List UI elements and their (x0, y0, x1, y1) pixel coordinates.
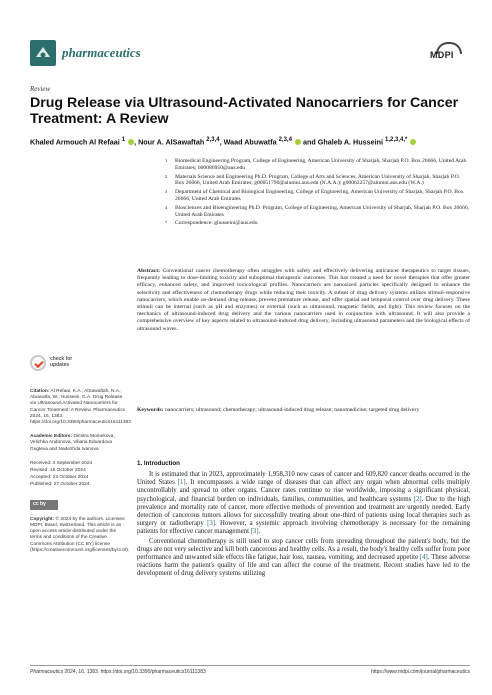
page-footer (30, 665, 470, 675)
citation-block (30, 389, 131, 426)
copyright-block (30, 516, 130, 554)
reference-link[interactable]: [3] (207, 520, 216, 528)
dates-block (30, 461, 126, 489)
keywords-label: Keywords: (137, 407, 164, 413)
affiliation-number: 1 (165, 158, 168, 163)
mdpi-logo[interactable] (430, 42, 470, 64)
correspondence-text[interactable]: Correspondence: ghusseini@aus.edu (175, 220, 258, 227)
publisher-name: MDPI (430, 50, 454, 60)
footer-journal: Pharmaceutics (30, 669, 64, 675)
check-for-updates-button[interactable] (30, 355, 126, 371)
keywords-text: nanocarriers; ultrasound; chemotherapy; ultrasound-induced drug release; nanomedicine; targeted drug delivery (164, 407, 420, 413)
editors-label: Academic Editors: (30, 434, 73, 440)
correspondence (165, 220, 470, 227)
text-run: . (258, 528, 261, 536)
affiliation-text: Biomedical Engineering Program, College of Engineering, American University of Sharjah, Sharjah P.O. Box 26666, United Arab Emirates; b00086950@aus.edu (175, 158, 467, 171)
text-run: . It encompasses a wide range of diseases that can affect any organ when abnormal cells multiply uncontrollably and spread to other organs. Cancer rates continue to rise worldwide, imposing a significant physical, psychological, and financial burden on individuals, families, communities, and healthcare systems (137, 479, 470, 503)
orcid-icon[interactable] (410, 139, 416, 145)
article-title: Drug Release via Ultrasound-Activated Nanocarriers for Cancer Treatment: A Review (30, 95, 459, 127)
page-header (30, 40, 470, 74)
reference-link[interactable]: [2] (413, 495, 422, 503)
affiliation-item (165, 205, 470, 219)
author-name[interactable]: Khaled Armouch Al Refaai (30, 137, 120, 147)
reference-link[interactable]: [4] (419, 554, 428, 562)
paragraph (137, 471, 470, 537)
author-name[interactable]: Nour A. AlSawaftah (138, 137, 205, 147)
sidebar-meta (30, 355, 131, 562)
check-updates-icon (30, 355, 46, 371)
check-updates-label (50, 357, 72, 368)
author-affil-sup: 1 (121, 137, 126, 143)
affiliation-item (165, 158, 470, 172)
correspondence-mark: * (165, 220, 168, 226)
abstract (137, 268, 470, 333)
author-affil-sup: 1,2,3,4,* (384, 137, 408, 143)
text-run: Conventional chemotherapy is still used to stop cancer cells from spreading throughout the patient's body, but the drugs are not very selective and kill both cancerous and healthy cells. As a result, the body's healthy cells suffer from poor performance and unwanted side effects like fatigue, hair loss, nausea, vomiting, and decreased appetite (137, 537, 470, 562)
affiliation-text: Department of Chemical and Biological Engineering, College of Engineering, American University of Sharjah, Sharjah P.O. Box 26666, United Arab Emirates (175, 189, 464, 202)
article-type: Review (30, 85, 51, 93)
check-updates-line2: updates (50, 362, 70, 368)
paragraph (137, 538, 470, 579)
footer-url[interactable]: https://www.mdpi.com/journal/pharmaceutics (371, 669, 470, 675)
affiliation-list (165, 158, 470, 229)
editors-text: Dimitra Momekova, Velichka Andonova, Viliana Eduardova Gugleva and Nadezhda Ivanova (30, 434, 115, 452)
author-separator: , (134, 137, 139, 147)
accepted-date: Accepted: 23 October 2024 (30, 475, 89, 481)
citation-text[interactable]: Al Refaai, K.A.; AlSawaftah, N.A.; Abuwatfa, W.; Husseini, G.A. Drug Release via Ultrasound-Activated Nanocarriers for Cancer Treatment: A Review. Pharmaceutics 2024, 16, 1383. https://doi.org/10.3390/pharmaceutics16111383 (30, 389, 131, 426)
footer-doi[interactable]: 2024, 16, 1383. https://doi.org/10.3390/pharmaceutics16111383 (63, 669, 206, 675)
published-date: Published: 27 October 2024 (30, 482, 90, 488)
affiliation-item (165, 189, 470, 203)
footer-citation (30, 669, 206, 675)
journal-logo-icon (30, 40, 56, 66)
copyright-text: © 2024 by the authors. Licensee MDPI, Basel, Switzerland. This article is an open access article distributed under the terms and conditions of the Creative Commons Attribution (CC BY) license (https://creativecommons.org/licenses/by/4.0/). (30, 516, 130, 553)
affiliation-number: 2 (165, 173, 168, 179)
text-run: . Due to the high prevalence and mortality rate of cancer, more effective methods of prevention and treatment are urgently needed. Early detection of cancerous tumors allows for successfully treating about one-third of patients using local therapies such as surgery or radiotherapy (137, 495, 470, 528)
affiliation-text: Materials Science and Engineering Ph.D. Program, College of Arts and Sciences, American University of Sharjah, Sharjah P.O. Box 26666, United Arab Emirates; g00051790@alumni.aus.edu (N.A.A.); g00062257@alumni.aus.edu (W.A.) (175, 173, 461, 187)
keywords (137, 407, 470, 414)
journal-name[interactable]: pharmaceutics (62, 45, 141, 60)
abstract-text: Conventional cancer chemotherapy often struggles with safely and effectively delivering anticancer therapeutics to target tissues, frequently leading to dose-limiting toxicity and suboptimal therapeutic outcomes. This has created a need for novel therapies that offer greater efficacy, enhanced safety, and improved toxicological profiles. Nanocarriers are nanosized particles specifically designed to enhance the selectivity and effectiveness of chemotherapy drugs while reducing their toxicity. A subset of drug delivery systems utilizes stimuli-responsive nanocarriers, which enable on-demand drug release, prevent premature release, and offer spatial and temporal control over drug delivery. These stimuli can be internal (such as pH and enzymes) or external (such as ultrasound, magnetic fields, and light). This review focuses on the mechanics of ultrasound-induced drug delivery and the various nanocarriers used in conjunction with ultrasound. It will also provide a comprehensive overview of key aspects related to ultrasound-induced drug delivery, including ultrasound parameters and the biological effects of ultrasound waves. (137, 268, 471, 332)
author-separator: , (219, 137, 224, 147)
affiliation-number: 3 (165, 189, 168, 195)
introduction-section (137, 460, 470, 580)
cc-license-icon[interactable] (30, 500, 58, 510)
affiliation-number: 4 (165, 204, 168, 210)
editors-block (30, 434, 126, 453)
check-updates-line1: check for (50, 356, 73, 363)
text-run: . These adverse reactions harm the patient's quality of life and can affect the course of the treatment. Recent studies have led to the development of drug delivery systems utilizing (137, 554, 470, 578)
author-name[interactable]: Waad Abuwatfa (223, 137, 277, 147)
citation-label: Citation: (30, 389, 50, 394)
author-name[interactable]: Ghaleb A. Husseini (317, 137, 383, 147)
received-date: Received: 4 September 2024 (30, 460, 93, 466)
author-affil-sup: 2,3,4 (206, 137, 220, 143)
affiliation-item (165, 174, 470, 188)
text-run: . However, a systemic approach involving chemotherapy is necessary for the remaining patients for effective cancer management (137, 520, 470, 536)
reference-link[interactable]: [1] (177, 479, 186, 487)
cc-badge-text: cc by (33, 500, 46, 507)
author-list (30, 137, 470, 146)
affiliation-text: Biosciences and Bioengineering Ph.D. Program, College of Engineering, American University of Sharjah, Sharjah P.O. Box 26666, United Arab Emirates (175, 204, 470, 218)
section-heading: 1. Introduction (137, 460, 180, 467)
author-separator: and (300, 137, 318, 147)
reference-link[interactable]: [3] (250, 528, 259, 536)
revised-date: Revised: 15 October 2024 (30, 468, 86, 474)
text-run: It is estimated that in 2023, approximately 1,958,310 new cases of cancer and 609,820 cancer deaths occurred in the United States (137, 471, 470, 487)
author-affil-sup: 2,3,4 (278, 137, 292, 143)
abstract-label: Abstract: (137, 268, 161, 274)
copyright-label: Copyright: (30, 516, 55, 522)
